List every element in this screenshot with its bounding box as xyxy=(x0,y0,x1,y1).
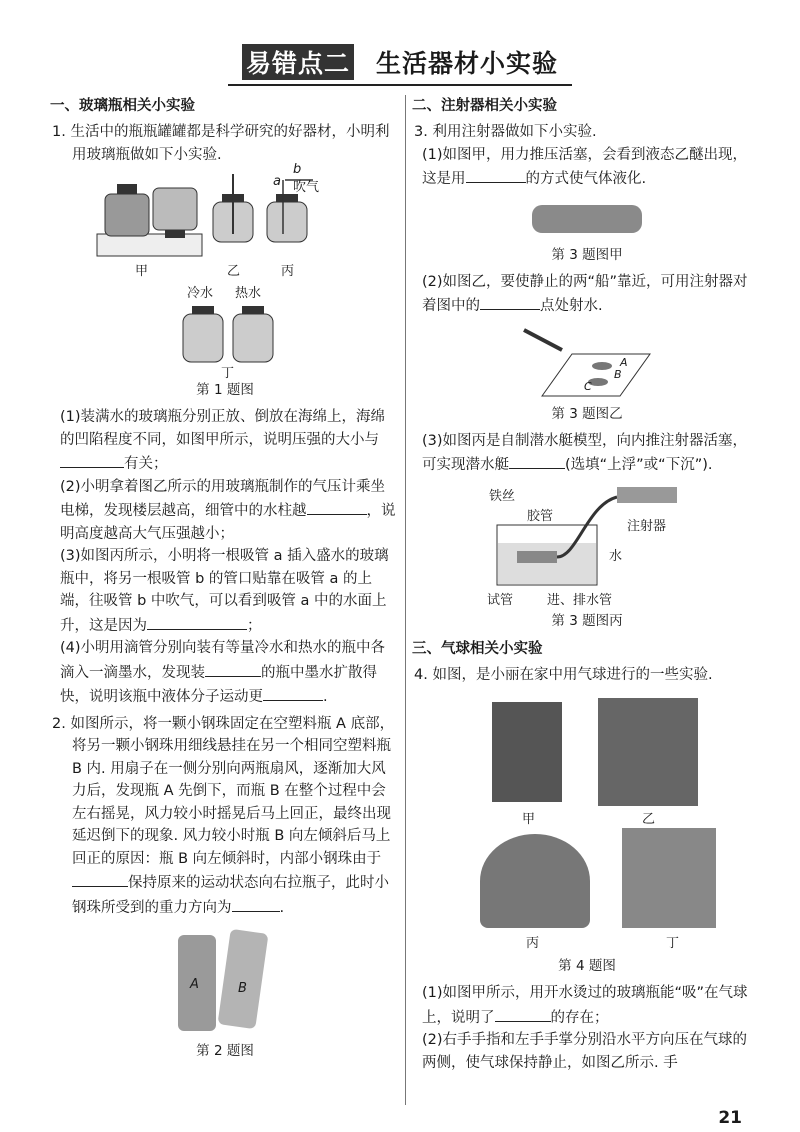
answer-blank[interactable] xyxy=(480,293,540,310)
q1-part-4-text: (4)小明用滴管分别向装有等量冷水和热水的瓶中各滴入一滴墨水，发现装 xyxy=(60,640,386,681)
answer-blank[interactable] xyxy=(232,895,280,912)
q4-caption: 第 4 题图 xyxy=(558,958,616,974)
photo-jia xyxy=(492,702,562,802)
fig-label-hot: 热水 xyxy=(235,286,262,301)
label-tube: 试管 xyxy=(487,592,514,608)
q4-part-2: (2)右手手指和左手手掌分别沿水平方向压在气球的两侧，使气球保持静止，如图乙所示. 手 xyxy=(422,1032,748,1071)
fig-label-jia: 甲 xyxy=(135,264,149,279)
q2-figure xyxy=(170,927,280,1035)
answer-blank[interactable] xyxy=(307,498,367,515)
bottle-b xyxy=(218,929,269,1029)
fig-label-cold: 冷水 xyxy=(187,286,214,301)
q3-caption-3: 第 3 题图丙 xyxy=(551,612,623,629)
q1-caption: 第 1 题图 xyxy=(196,382,254,398)
point-b: B xyxy=(614,367,622,381)
section-heading-2: 二、注射器相关小实验 xyxy=(412,98,557,114)
section-heading-1: 一、玻璃瓶相关小实验 xyxy=(50,98,195,114)
page-number: 21 xyxy=(718,1108,742,1128)
question-4-intro: 4. 如图，是小丽在家中用气球进行的一些实验. xyxy=(414,666,713,683)
q3-figure-jia xyxy=(532,199,642,239)
submarine-drawing xyxy=(487,485,687,605)
q1-part-2-text: (2)小明拿着图乙所示的用玻璃瓶制作的气压计乘坐电梯，发现楼层越高，细管中的水柱越 xyxy=(60,478,386,519)
q3-part-3-text: (3)如图丙是自制潜水艇模型，向内推注射器活塞，可实现潜水艇 xyxy=(422,432,748,473)
q1-part-4-tail: . xyxy=(323,689,328,705)
q1-part-1-tail: 有关； xyxy=(124,456,168,472)
q1-part-2 xyxy=(52,476,398,546)
q4-label-bing: 丙 xyxy=(526,936,540,951)
q3-caption-2: 第 3 题图乙 xyxy=(551,405,623,422)
q3-caption-1: 第 3 题图甲 xyxy=(551,246,623,263)
q3-part-2-text: (2)如图乙，要使静止的两“船”靠近，可用注射器对着图中的 xyxy=(422,273,748,314)
q1-figure-drawing xyxy=(95,174,355,374)
page-title xyxy=(0,44,800,86)
q4-figure xyxy=(452,694,722,950)
q3-part-2 xyxy=(414,271,760,318)
fig-label-blow: 吹气 xyxy=(293,180,320,195)
label-hose: 胶管 xyxy=(527,508,554,524)
bottle-label-a: A xyxy=(190,977,199,992)
fig-label-a: a xyxy=(273,174,281,189)
q3-part-1 xyxy=(414,144,760,191)
q1-part-3-text: (3)如图丙所示，小明将一根吸管 a 插入盛水的玻璃瓶中，将另一根吸管 b 的管口贴靠在吸管 a 的上端，往吸管 b 中吹气，可以看到吸管 a 中的水面上升，这是因为 xyxy=(60,548,389,634)
q1-part-1 xyxy=(52,406,398,476)
q1-part-1-text: (1)装满水的玻璃瓶分别正放、倒放在海绵上，海绵的凹陷程度不同，如图甲所示，说明压强的大小与 xyxy=(60,409,386,448)
fig-label-yi: 乙 xyxy=(227,264,241,279)
q1-part-3-tail: ； xyxy=(247,617,262,634)
title-badge: 易错点二 xyxy=(242,44,354,80)
point-a: A xyxy=(620,355,628,369)
point-c: C xyxy=(584,379,592,393)
answer-blank[interactable] xyxy=(509,452,565,469)
answer-blank[interactable] xyxy=(495,1005,551,1022)
q2-tail: . xyxy=(279,899,285,916)
q3-figure-bing xyxy=(487,485,687,608)
label-syringe: 注射器 xyxy=(627,518,667,534)
label-wire: 铁丝 xyxy=(489,488,516,504)
answer-blank[interactable] xyxy=(147,613,247,630)
q3-part-1-text: (1)如图甲，用力推压活塞，会看到液态乙醚出现，这是用 xyxy=(422,146,748,187)
q1-part-4 xyxy=(52,637,398,709)
title-text: 生活器材小实验 xyxy=(376,49,559,78)
q4-part-1-text: (1)如图甲所示，用开水烫过的玻璃瓶能“吸”在气球上，说明了 xyxy=(422,985,748,1026)
column-divider xyxy=(405,95,406,1105)
q1-part-2-tail: ，说明高度越高大气压强越小； xyxy=(60,503,396,542)
q1-figure xyxy=(95,162,355,381)
question-1-intro: 1. 生活中的瓶瓶罐罐都是科学研究的好器材，小明利用玻璃瓶做如下小实验. xyxy=(52,124,390,163)
answer-blank[interactable] xyxy=(72,870,128,887)
q4-part-1 xyxy=(414,982,760,1029)
fig-label-ding: 丁 xyxy=(221,366,235,381)
fig-label-b: b xyxy=(293,162,302,177)
left-column xyxy=(52,94,398,1067)
answer-blank[interactable] xyxy=(466,166,526,183)
right-column xyxy=(414,94,760,1074)
q4-label-jia: 甲 xyxy=(522,812,536,827)
q3-part-3 xyxy=(414,430,760,477)
q2-caption: 第 2 题图 xyxy=(196,1043,254,1059)
label-inout: 进、排水管 xyxy=(547,592,613,608)
q3-part-3-tail: (选填“上浮”或“下沉”). xyxy=(565,457,713,473)
photo-ding xyxy=(622,828,716,928)
section-heading-3: 三、气球相关小实验 xyxy=(412,640,543,657)
question-3-intro: 3. 利用注射器做如下小实验. xyxy=(414,124,597,140)
bottle-label-b: B xyxy=(238,981,247,996)
fig-label-bing: 丙 xyxy=(281,264,295,279)
answer-blank[interactable] xyxy=(263,684,323,701)
question-2 xyxy=(52,713,398,920)
q1-part-3 xyxy=(52,545,398,637)
q4-label-yi: 乙 xyxy=(642,812,656,827)
q2-mid: 保持原来的运动状态向右拉瓶子，此时小钢珠所受到的重力方向为 xyxy=(72,875,389,916)
q1-part-4-mid: 的瓶中墨水扩散得快，说明该瓶中液体分子运动更 xyxy=(60,664,377,705)
label-water: 水 xyxy=(609,548,623,564)
q3-part-2-tail: 点处射水. xyxy=(540,298,603,314)
answer-blank[interactable] xyxy=(205,660,261,677)
q4-part-1-tail: 的存在； xyxy=(550,1009,609,1026)
q2-text: 2. 如图所示，将一颗小钢珠固定在空塑料瓶 A 底部，将另一颗小钢珠用细线悬挂在另一个相同空塑料瓶 B 内. 用扇子在一侧分别向两瓶扇风，逐渐加大风力后，发现瓶 A 先倒下，而瓶 B 在整个过程中会左右摇晃，风力较小时摇晃后马上回正，最终出现延迟倒下的现象. 风力较小时瓶 B 向左倾斜后马上回正的原因：瓶 B 向左倾斜时，内部小钢珠由于 xyxy=(52,715,395,867)
q4-label-ding: 丁 xyxy=(666,936,680,951)
answer-blank[interactable] xyxy=(60,451,124,468)
q3-figure-yi xyxy=(522,326,652,398)
photo-yi xyxy=(598,698,698,806)
q3-part-1-tail: 的方式使气体液化. xyxy=(525,171,647,187)
syringe-photo xyxy=(532,205,642,233)
photo-bing xyxy=(480,834,590,928)
